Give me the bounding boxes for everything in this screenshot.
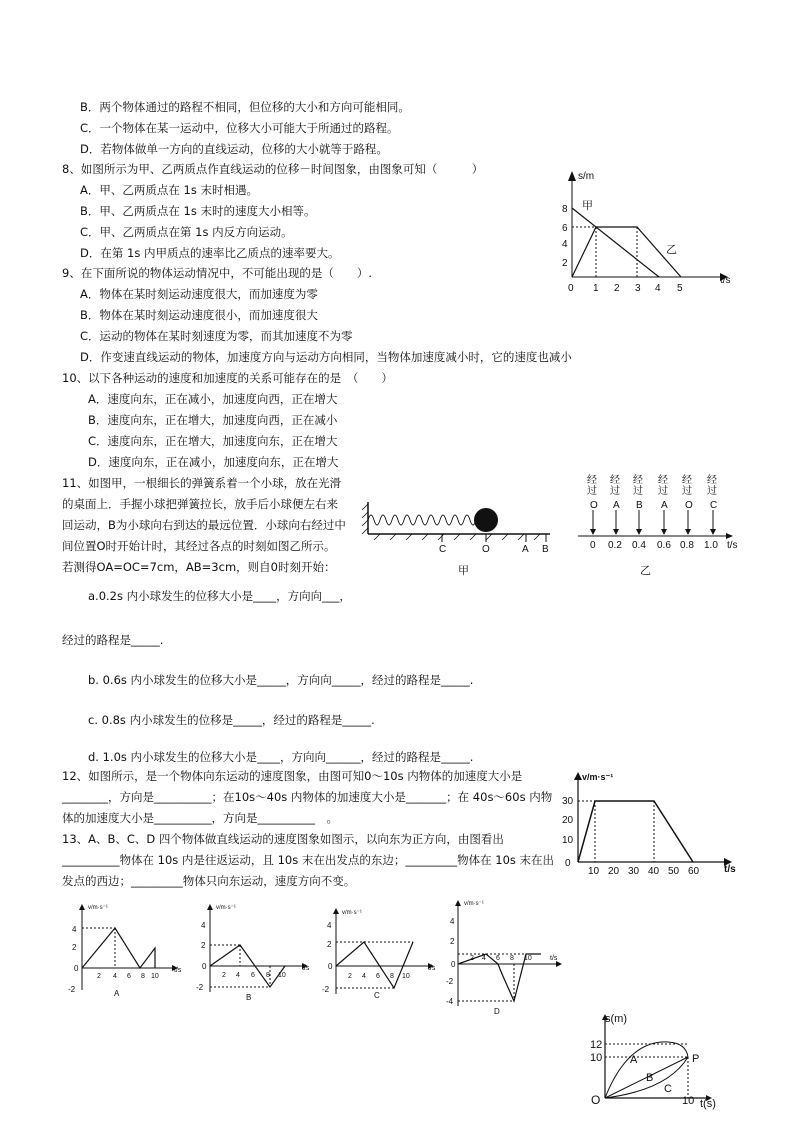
q11-line: 11、如图甲，一根细长的弹簧系着一个小球，放在光滑 bbox=[62, 476, 342, 490]
q10-option-d: D．速度向东，正在减小，加速度向东，正在增大 bbox=[88, 455, 339, 469]
q13-graph-c bbox=[318, 906, 448, 1006]
q11-line: 回运动，B为小球向右到达的最远位置．小球向右经过中 bbox=[62, 518, 346, 532]
abc-xlabel: t(s) bbox=[700, 1098, 716, 1110]
q8-line-jia bbox=[572, 208, 659, 277]
point-b: B bbox=[542, 544, 549, 555]
q8-option-b: B．甲、乙两质点在 1s 末时的速度大小相等。 bbox=[80, 204, 316, 218]
q12-ytick: 30 bbox=[562, 796, 574, 807]
q9-stem: 9、在下面所说的物体运动情况中，不可能出现的是（ ）. bbox=[62, 266, 372, 280]
svg-text:6: 6 bbox=[251, 972, 255, 979]
q7-option-d: D．若物体做单一方向的直线运动，位移的大小就等于路程。 bbox=[80, 142, 388, 156]
abc-ylabel: s(m) bbox=[605, 1013, 627, 1025]
q8-option-a: A．甲、乙两质点在 1s 末时相遇。 bbox=[80, 183, 258, 197]
q11-part-c: c. 0.8s 内小球发生的位移是_____，经过的路程是_____. bbox=[88, 713, 375, 727]
svg-text:经过: 经过 bbox=[587, 475, 597, 497]
svg-text:经过: 经过 bbox=[633, 475, 643, 497]
yi-time: 0.2 bbox=[608, 540, 622, 551]
svg-text:-2: -2 bbox=[68, 985, 76, 994]
svg-text:4: 4 bbox=[72, 925, 77, 934]
svg-text:经过: 经过 bbox=[682, 475, 692, 497]
svg-text:2: 2 bbox=[72, 943, 77, 952]
svg-text:2: 2 bbox=[201, 941, 206, 950]
q12-ytick: 20 bbox=[562, 815, 574, 826]
q11-part-d: d. 1.0s 内小球发生的位移大小是____，方向向______，经过的路程是_____. bbox=[88, 750, 474, 764]
a-ylabel: v/m·s⁻¹ bbox=[88, 905, 108, 911]
q8-option-d: D．在第 1s 内甲质点的速率比乙质点的速率要大。 bbox=[80, 246, 340, 260]
svg-text:8: 8 bbox=[141, 973, 145, 980]
svg-text:2: 2 bbox=[348, 973, 352, 980]
q11-line: 若测得OA=OC=7cm，AB=3cm，则自0时刻开始： bbox=[62, 560, 336, 574]
q8-label-yi: 乙 bbox=[666, 244, 677, 256]
q8-option-c: C．甲、乙两质点在第 1s 内反方向运动。 bbox=[80, 225, 293, 239]
svg-text:0: 0 bbox=[202, 962, 207, 971]
q8-ylabel: s/m bbox=[578, 171, 595, 182]
svg-text:t/s: t/s bbox=[174, 967, 182, 974]
q8-label-jia: 甲 bbox=[582, 200, 593, 212]
point-p: P bbox=[692, 1053, 700, 1065]
q13-line: __________物体在 10s 内是往返运动，且 10s 末在出发点的东边；_________物体在 10s 末在出 bbox=[62, 853, 555, 867]
a-velocity-line bbox=[82, 928, 155, 968]
svg-text:A: A bbox=[630, 1054, 638, 1066]
q11-part-a-cont: 经过的路程是_____. bbox=[62, 633, 164, 647]
q9-option-b: B．物体在某时刻运动速度很小，而加速度很大 bbox=[80, 308, 318, 322]
c-velocity-line bbox=[336, 942, 413, 988]
a-caption: A bbox=[114, 989, 120, 998]
b-ylabel: v/m·s⁻¹ bbox=[216, 905, 236, 911]
svg-text:2: 2 bbox=[97, 973, 101, 980]
svg-text:10: 10 bbox=[278, 972, 286, 979]
q10-option-a: A．速度向东，正在减小，加速度向西，正在增大 bbox=[88, 392, 338, 406]
svg-text:2: 2 bbox=[222, 972, 226, 979]
svg-text:经过: 经过 bbox=[610, 475, 620, 497]
q12-ylabel: v/m·s⁻¹ bbox=[582, 772, 614, 782]
q8-graph bbox=[540, 165, 750, 295]
svg-text:12: 12 bbox=[590, 1039, 603, 1051]
c-caption: C bbox=[374, 991, 380, 1000]
svg-text:B: B bbox=[646, 1072, 654, 1084]
spring bbox=[368, 515, 476, 525]
q8-line-yi bbox=[572, 227, 681, 277]
q10-stem: 10、以下各种运动的速度和加速度的关系可能存在的是 （ ） bbox=[62, 371, 393, 385]
q12-xtick: 10 bbox=[588, 866, 600, 877]
ball bbox=[474, 508, 498, 532]
svg-text:C: C bbox=[664, 1083, 672, 1095]
yi-label: B bbox=[636, 500, 643, 511]
caption-jia: 甲 bbox=[458, 565, 469, 577]
q9-option-d: D．作变速直线运动的物体，加速度方向与运动方向相同，当物体加速度减小时，它的速度也减小 bbox=[80, 350, 572, 364]
svg-text:10: 10 bbox=[151, 973, 159, 980]
yi-label: A bbox=[613, 500, 620, 511]
q12-xtick: 60 bbox=[688, 866, 700, 877]
c-ylabel: v/m·s⁻¹ bbox=[342, 910, 362, 916]
svg-text:4: 4 bbox=[201, 921, 206, 930]
yi-time: 0 bbox=[590, 540, 596, 551]
svg-text:8: 8 bbox=[266, 972, 270, 979]
q13-graph-a bbox=[62, 900, 192, 1000]
yi-time: 0.8 bbox=[680, 540, 694, 551]
svg-text:经过: 经过 bbox=[658, 475, 668, 497]
q12-line: 12、如图所示，是一个物体向东运动的速度图象，由图可知0～10s 内物体的加速度大小是 bbox=[62, 769, 523, 783]
svg-text:4: 4 bbox=[113, 973, 117, 980]
st-graph-abc bbox=[588, 1010, 728, 1120]
pass-markers bbox=[587, 474, 717, 497]
svg-text:2: 2 bbox=[470, 955, 474, 962]
q13-line: 发点的西边；_________物体只向东运动，速度方向不变。 bbox=[62, 874, 356, 888]
q11-part-a: a.0.2s 内小球发生的位移大小是____，方向向___， bbox=[88, 589, 351, 603]
q8-xtick: 3 bbox=[635, 283, 641, 294]
curve-a bbox=[605, 1042, 688, 1098]
point-a: A bbox=[522, 544, 529, 555]
svg-text:-4: -4 bbox=[446, 997, 454, 1006]
q8-xtick: 1 bbox=[593, 283, 599, 294]
q8-xtick: 4 bbox=[655, 283, 661, 294]
q12-xtick: 50 bbox=[668, 866, 680, 877]
svg-text:4: 4 bbox=[450, 917, 455, 926]
d-caption: D bbox=[494, 1007, 500, 1016]
q8-xtick: 5 bbox=[677, 283, 683, 294]
yi-label: O bbox=[590, 500, 598, 511]
q8-ytick: 6 bbox=[562, 223, 568, 234]
point-o: O bbox=[482, 544, 490, 555]
q8-xtick: 2 bbox=[614, 283, 620, 294]
svg-text:t/s: t/s bbox=[428, 965, 436, 972]
q9-option-c: C．运动的物体在某时刻速度为零，而其加速度不为零 bbox=[80, 329, 353, 343]
q7-option-b: B．两个物体通过的路程不相同，但位移的大小和方向可能相同。 bbox=[80, 100, 410, 114]
svg-text:6: 6 bbox=[376, 973, 380, 980]
q8-ytick: 4 bbox=[562, 239, 568, 250]
svg-text:4: 4 bbox=[482, 955, 486, 962]
q11-line: 的桌面上．手握小球把弹簧拉长，放手后小球便左右来 bbox=[62, 497, 338, 511]
svg-text:经过: 经过 bbox=[707, 475, 717, 497]
q12-line: 体的加速度大小是__________，方向是__________ 。 bbox=[62, 811, 338, 825]
svg-text:10: 10 bbox=[524, 955, 532, 962]
q12-xtick: 20 bbox=[608, 866, 620, 877]
q8-ytick: 2 bbox=[562, 258, 568, 269]
yi-time: 0.6 bbox=[657, 540, 671, 551]
svg-text:2: 2 bbox=[327, 940, 332, 949]
q12-xtick: 40 bbox=[648, 866, 660, 877]
svg-text:10: 10 bbox=[402, 973, 410, 980]
q11-part-b: b. 0.6s 内小球发生的位移大小是_____，方向向_____，经过的路程是_____. bbox=[88, 673, 474, 687]
q12-ytick: 10 bbox=[562, 835, 574, 846]
q11-figure-yi bbox=[578, 474, 748, 579]
q11-line: 间位置O时开始计时，其经过各点的时刻如图乙所示。 bbox=[62, 539, 336, 553]
q12-graph bbox=[556, 770, 746, 882]
svg-text:2: 2 bbox=[450, 937, 455, 946]
svg-text:10: 10 bbox=[682, 1095, 695, 1107]
q8-ytick: 8 bbox=[562, 204, 568, 215]
q12-xlabel: t/s bbox=[724, 864, 736, 875]
point-c: C bbox=[439, 544, 447, 555]
svg-text:8: 8 bbox=[510, 955, 514, 962]
yi-label: C bbox=[710, 500, 718, 511]
svg-text:-2: -2 bbox=[446, 977, 454, 986]
q8-xtick: 0 bbox=[568, 283, 574, 294]
svg-text:6: 6 bbox=[496, 955, 500, 962]
q12-line: ________，方向是__________；在10s～40s 内物体的加速度大小是_______；在 40s～60s 内物 bbox=[62, 790, 553, 804]
svg-text:8: 8 bbox=[390, 973, 394, 980]
svg-text:6: 6 bbox=[127, 973, 131, 980]
svg-text:4: 4 bbox=[236, 972, 240, 979]
q12-xtick: 30 bbox=[628, 866, 640, 877]
svg-text:0: 0 bbox=[328, 962, 333, 971]
caption-yi: 乙 bbox=[640, 565, 651, 577]
svg-text:t/s: t/s bbox=[302, 965, 310, 972]
q11-figure-jia bbox=[360, 498, 560, 578]
q8-stem: 8、如图所示为甲、乙两质点作直线运动的位移－时间图象，由图象可知（ ） bbox=[62, 162, 484, 176]
q8-xlabel: t/s bbox=[720, 275, 731, 286]
svg-text:4: 4 bbox=[362, 973, 366, 980]
svg-text:10: 10 bbox=[590, 1052, 603, 1064]
q13-graph-d bbox=[446, 896, 576, 1018]
d-ylabel: v/m·s⁻¹ bbox=[464, 901, 484, 907]
q7-option-c: C．一个物体在某一运动中，位移大小可能大于所通过的路程。 bbox=[80, 121, 399, 135]
svg-text:4: 4 bbox=[327, 921, 332, 930]
q13-line: 13、A、B、C、D 四个物体做直线运动的速度图象如图示，以向东为正方向，由图看出 bbox=[62, 832, 504, 846]
svg-text:0: 0 bbox=[451, 960, 456, 969]
yi-label: O bbox=[685, 500, 693, 511]
q9-option-a: A．物体在某时刻运动速度很大，而加速度为零 bbox=[80, 287, 318, 301]
svg-text:t/s: t/s bbox=[550, 955, 558, 962]
q10-option-b: B．速度向东，正在增大，加速度向西，正在减小 bbox=[88, 413, 338, 427]
svg-text:0: 0 bbox=[74, 964, 79, 973]
q12-ytick: 0 bbox=[565, 858, 571, 869]
svg-text:-2: -2 bbox=[196, 983, 204, 992]
svg-text:-2: -2 bbox=[322, 985, 330, 994]
yi-time: 1.0 bbox=[704, 540, 718, 551]
q10-option-c: C．速度向东，正在增大，加速度向东，正在增大 bbox=[88, 434, 338, 448]
b-caption: B bbox=[246, 993, 252, 1002]
yi-label: A bbox=[661, 500, 668, 511]
q13-graph-b bbox=[196, 900, 326, 1000]
abc-origin: O bbox=[591, 1093, 601, 1107]
yi-time: 0.4 bbox=[632, 540, 646, 551]
yi-unit: t/s bbox=[727, 540, 738, 551]
